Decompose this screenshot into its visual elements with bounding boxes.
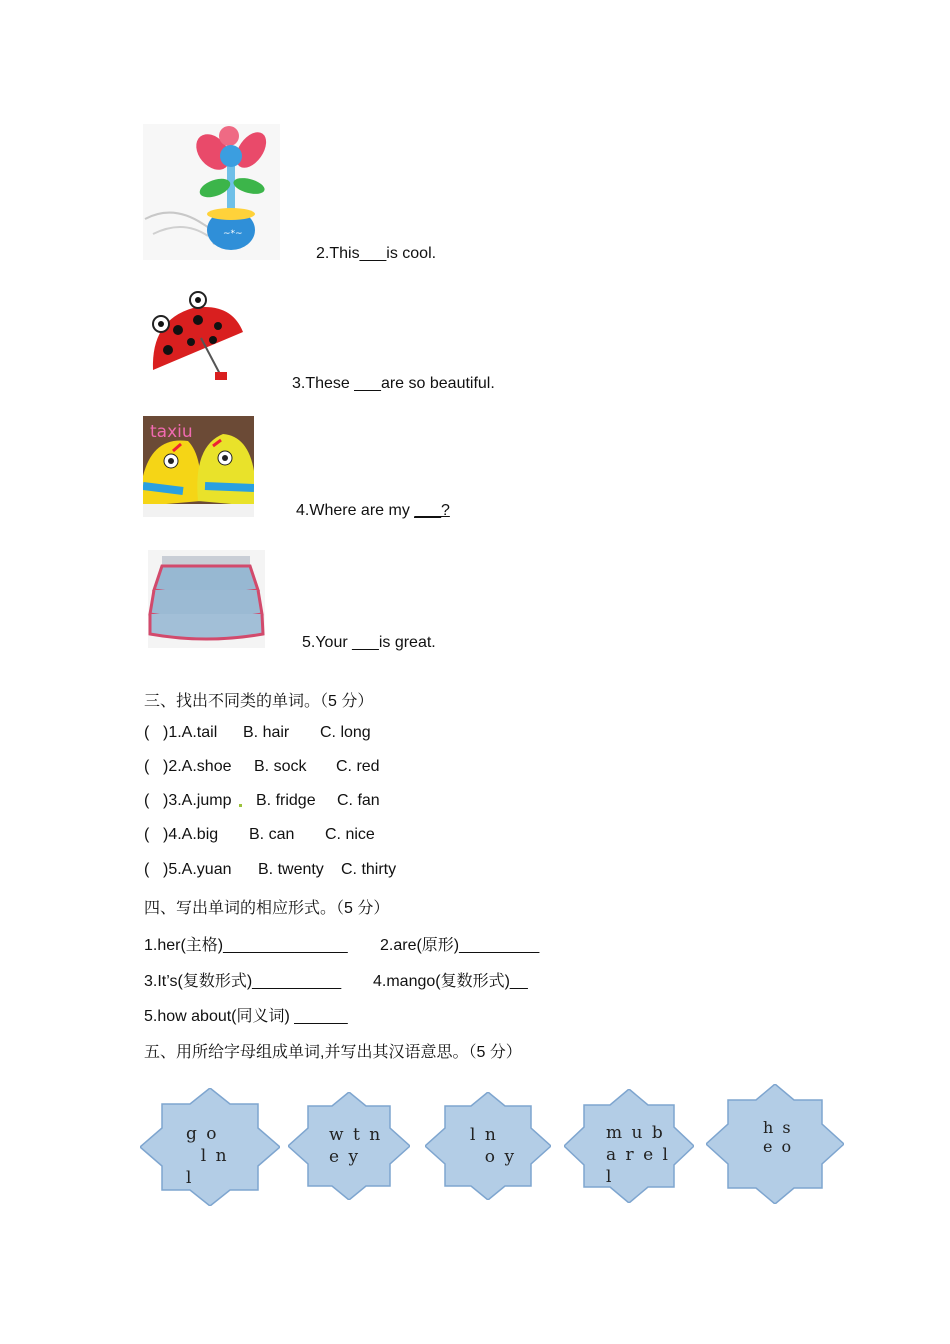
letter-star-5 (706, 1084, 844, 1204)
star-2-line-2: e y (329, 1147, 361, 1167)
question-2-text: 2.This___is cool. (316, 245, 437, 262)
option-b: B. fridge (256, 792, 316, 809)
question-5-text: 5.Your ___is great. (302, 634, 436, 651)
star-4-line-3: l (606, 1167, 614, 1187)
option-b: B. sock (254, 758, 307, 775)
answer-bracket: ( (144, 861, 150, 878)
section-3-heading: 三、找出不同类的单词。（5 分） (144, 693, 374, 710)
star-3-line-1: l n (470, 1125, 498, 1145)
option-c: C. long (320, 724, 371, 741)
option-b: B. can (249, 826, 295, 843)
star-1-line-3: l (186, 1168, 194, 1188)
section-4-heading: 四、写出单词的相应形式。（5 分） (144, 900, 390, 917)
desk-fan-flower-picture (143, 124, 280, 260)
svg-text:~*~: ~*~ (223, 229, 243, 239)
letter-star-4 (564, 1089, 694, 1203)
answer-bracket: ( (144, 724, 150, 741)
section-4-item-4: 4.mango(复数形式)__ (373, 973, 528, 990)
letter-star-3 (425, 1092, 551, 1200)
option-a: )2.A.shoe (163, 758, 232, 775)
star-4-line-1: m u b (606, 1123, 665, 1143)
star-5-line-2: e o (763, 1137, 794, 1156)
star-1-line-2: l n (186, 1146, 229, 1166)
option-a: )3.A.jump (163, 792, 232, 809)
answer-bracket: ( (144, 826, 150, 843)
tiny-dot (239, 804, 242, 807)
star-4-line-2: a r e l (606, 1145, 670, 1165)
answer-bracket: ( (144, 758, 150, 775)
sneaker-brand-label: taxiu (150, 422, 193, 442)
option-b: B. hair (243, 724, 290, 741)
section-5-heading: 五、用所给字母组成单词,并写出其汉语意思。（5 分） (144, 1044, 522, 1061)
section-4-item-2: 2.are(原形)_________ (380, 937, 540, 954)
answer-bracket: ( (144, 792, 150, 809)
option-a: )5.A.yuan (163, 861, 232, 878)
option-c: C. fan (337, 792, 380, 809)
question-4-blank: ___? (414, 502, 450, 519)
star-1-line-1: g o (186, 1124, 219, 1144)
option-c: C. red (336, 758, 380, 775)
letter-star-1 (140, 1088, 280, 1206)
section-4-item-5: 5.how about(同义词) ______ (144, 1008, 348, 1025)
section-4-item-3: 3.It’s(复数形式)__________ (144, 973, 342, 990)
question-4-text (296, 502, 450, 520)
section-4-item-1: 1.her(主格)______________ (144, 937, 348, 954)
ladybug-umbrella-picture (143, 290, 248, 385)
ruffled-skirt-picture (148, 550, 265, 648)
star-3-line-2: o y (470, 1147, 517, 1167)
star-5-line-1: h s (763, 1118, 793, 1137)
option-b: B. twenty (258, 861, 324, 878)
star-2-line-1: w t n (329, 1125, 383, 1145)
option-c: C. nice (325, 826, 375, 843)
question-4-prompt: 4.Where are my (296, 502, 415, 519)
option-c: C. thirty (341, 861, 397, 878)
question-3-text: 3.These ___are so beautiful. (292, 375, 495, 392)
letter-star-2 (288, 1092, 410, 1200)
option-a: )4.A.big (163, 826, 219, 843)
cartoon-sneakers-picture (143, 416, 254, 517)
option-a: )1.A.tail (163, 724, 218, 741)
